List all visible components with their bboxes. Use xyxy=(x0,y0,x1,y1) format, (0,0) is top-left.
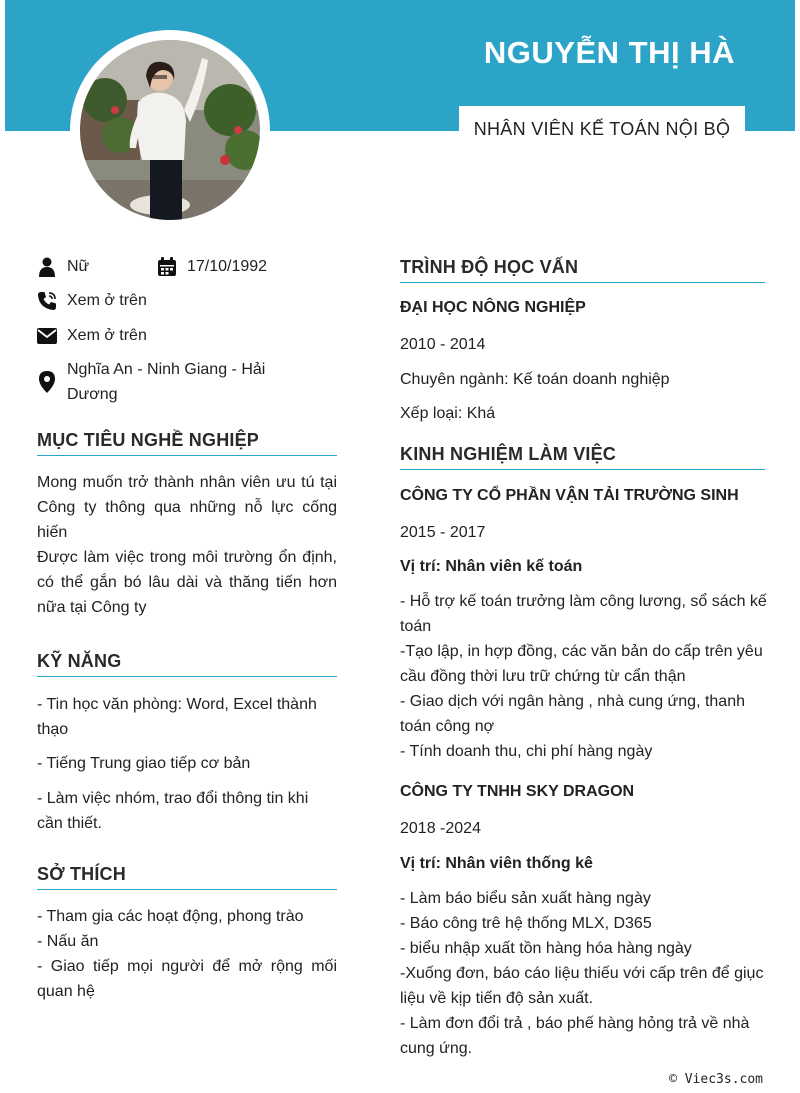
experience-title: KINH NGHIỆM LÀM VIỆC xyxy=(400,444,765,470)
footer-copyright: © Viec3s.com xyxy=(669,1072,763,1087)
skill-item: - Làm việc nhóm, trao đổi thông tin khi cần thiết. xyxy=(37,790,309,832)
objective-text xyxy=(37,470,337,620)
gender-text: Nữ xyxy=(67,258,90,275)
duty-item: - Làm đơn đổi trả , báo phế hàng hỏng trả về nhà cung ứng. xyxy=(400,1015,750,1057)
duty-item: - Tính doanh thu, chi phí hàng ngày xyxy=(400,743,653,760)
job-title: NHÂN VIÊN KẾ TOÁN NỘI BỘ xyxy=(473,119,731,139)
school-name: ĐẠI HỌC NÔNG NGHIỆP xyxy=(400,299,586,316)
address-text: Nghĩa An - Ninh Giang - Hải Dương xyxy=(67,361,266,403)
email-row xyxy=(37,323,147,348)
duty-item: - Giao dịch với ngân hàng , nhà cung ứng, thanh toán công nợ xyxy=(400,693,745,735)
education-grade: Xếp loại: Khá xyxy=(400,405,496,422)
avatar-photo xyxy=(80,40,260,220)
job-position: Vị trí: Nhân viên kế toán xyxy=(400,558,583,575)
job-duties xyxy=(400,886,770,1061)
job-position: Vị trí: Nhân viên thống kê xyxy=(400,855,593,872)
job-period: 2015 - 2017 xyxy=(400,524,486,541)
skills-title: KỸ NĂNG xyxy=(37,651,337,677)
avatar-frame xyxy=(70,30,270,230)
company-name: CÔNG TY CỔ PHẦN VẬN TẢI TRƯỜNG SINH xyxy=(400,487,739,504)
education-title: TRÌNH ĐỘ HỌC VẤN xyxy=(400,257,765,283)
job-duties xyxy=(400,589,770,764)
hobby-item: - Tham gia các hoạt động, phong trào xyxy=(37,908,304,925)
objective-line: Mong muốn trở thành nhân viên ưu tú tại Công ty thông qua những nỗ lực cống hiến xyxy=(37,474,337,541)
candidate-name: NGUYỄN THỊ HÀ xyxy=(483,35,735,70)
phone-row xyxy=(37,288,147,313)
skill-item: - Tin học văn phòng: Word, Excel thành thạo xyxy=(37,696,317,738)
duty-item: -Xuống đơn, báo cáo liệu thiếu với cấp trên để giục liệu về kịp tiến độ sản xuất. xyxy=(400,965,764,1007)
objective-line: Được làm việc trong môi trường ổn định, có thể gắn bó lâu dài và thăng tiến hơn nữa tại Công ty xyxy=(37,549,337,616)
location-pin-icon xyxy=(37,357,57,407)
gender-row xyxy=(37,254,89,279)
education-major: Chuyên ngành: Kế toán doanh nghiệp xyxy=(400,371,670,388)
address-row xyxy=(37,357,297,407)
hobby-item: - Nấu ăn xyxy=(37,933,99,950)
duty-item: - Làm báo biểu sản xuất hàng ngày xyxy=(400,890,651,907)
birthday-text: 17/10/1992 xyxy=(187,258,268,275)
company-name: CÔNG TY TNHH SKY DRAGON xyxy=(400,783,635,800)
person-icon xyxy=(37,254,57,279)
email-text: Xem ở trên xyxy=(67,327,147,344)
hobbies-list xyxy=(37,904,337,1004)
envelope-icon xyxy=(37,323,57,348)
duty-item: - biểu nhập xuất tồn hàng hóa hàng ngày xyxy=(400,940,692,957)
education-period: 2010 - 2014 xyxy=(400,336,486,353)
objective-title: MỤC TIÊU NGHỀ NGHIỆP xyxy=(37,430,337,456)
duty-item: -Tạo lập, in hợp đồng, các văn bản do cấp trên yêu cầu đồng thời lưu trữ chứng từ cẩn thận xyxy=(400,643,763,685)
duty-item: - Hỗ trợ kế toán trưởng làm công lương, sổ sách kế toán xyxy=(400,593,767,635)
calendar-icon xyxy=(157,254,177,279)
duty-item: - Báo công trê hệ thống MLX, D365 xyxy=(400,915,652,932)
job-title-box xyxy=(459,106,745,152)
phone-text: Xem ở trên xyxy=(67,292,147,309)
phone-icon xyxy=(37,288,57,313)
birthday-row xyxy=(157,254,267,279)
hobbies-title: SỞ THÍCH xyxy=(37,864,337,890)
job-period: 2018 -2024 xyxy=(400,820,481,837)
avatar xyxy=(80,40,260,220)
hobby-item: - Giao tiếp mọi người để mở rộng mối quan hệ xyxy=(37,958,337,1000)
skill-item: - Tiếng Trung giao tiếp cơ bản xyxy=(37,755,251,772)
